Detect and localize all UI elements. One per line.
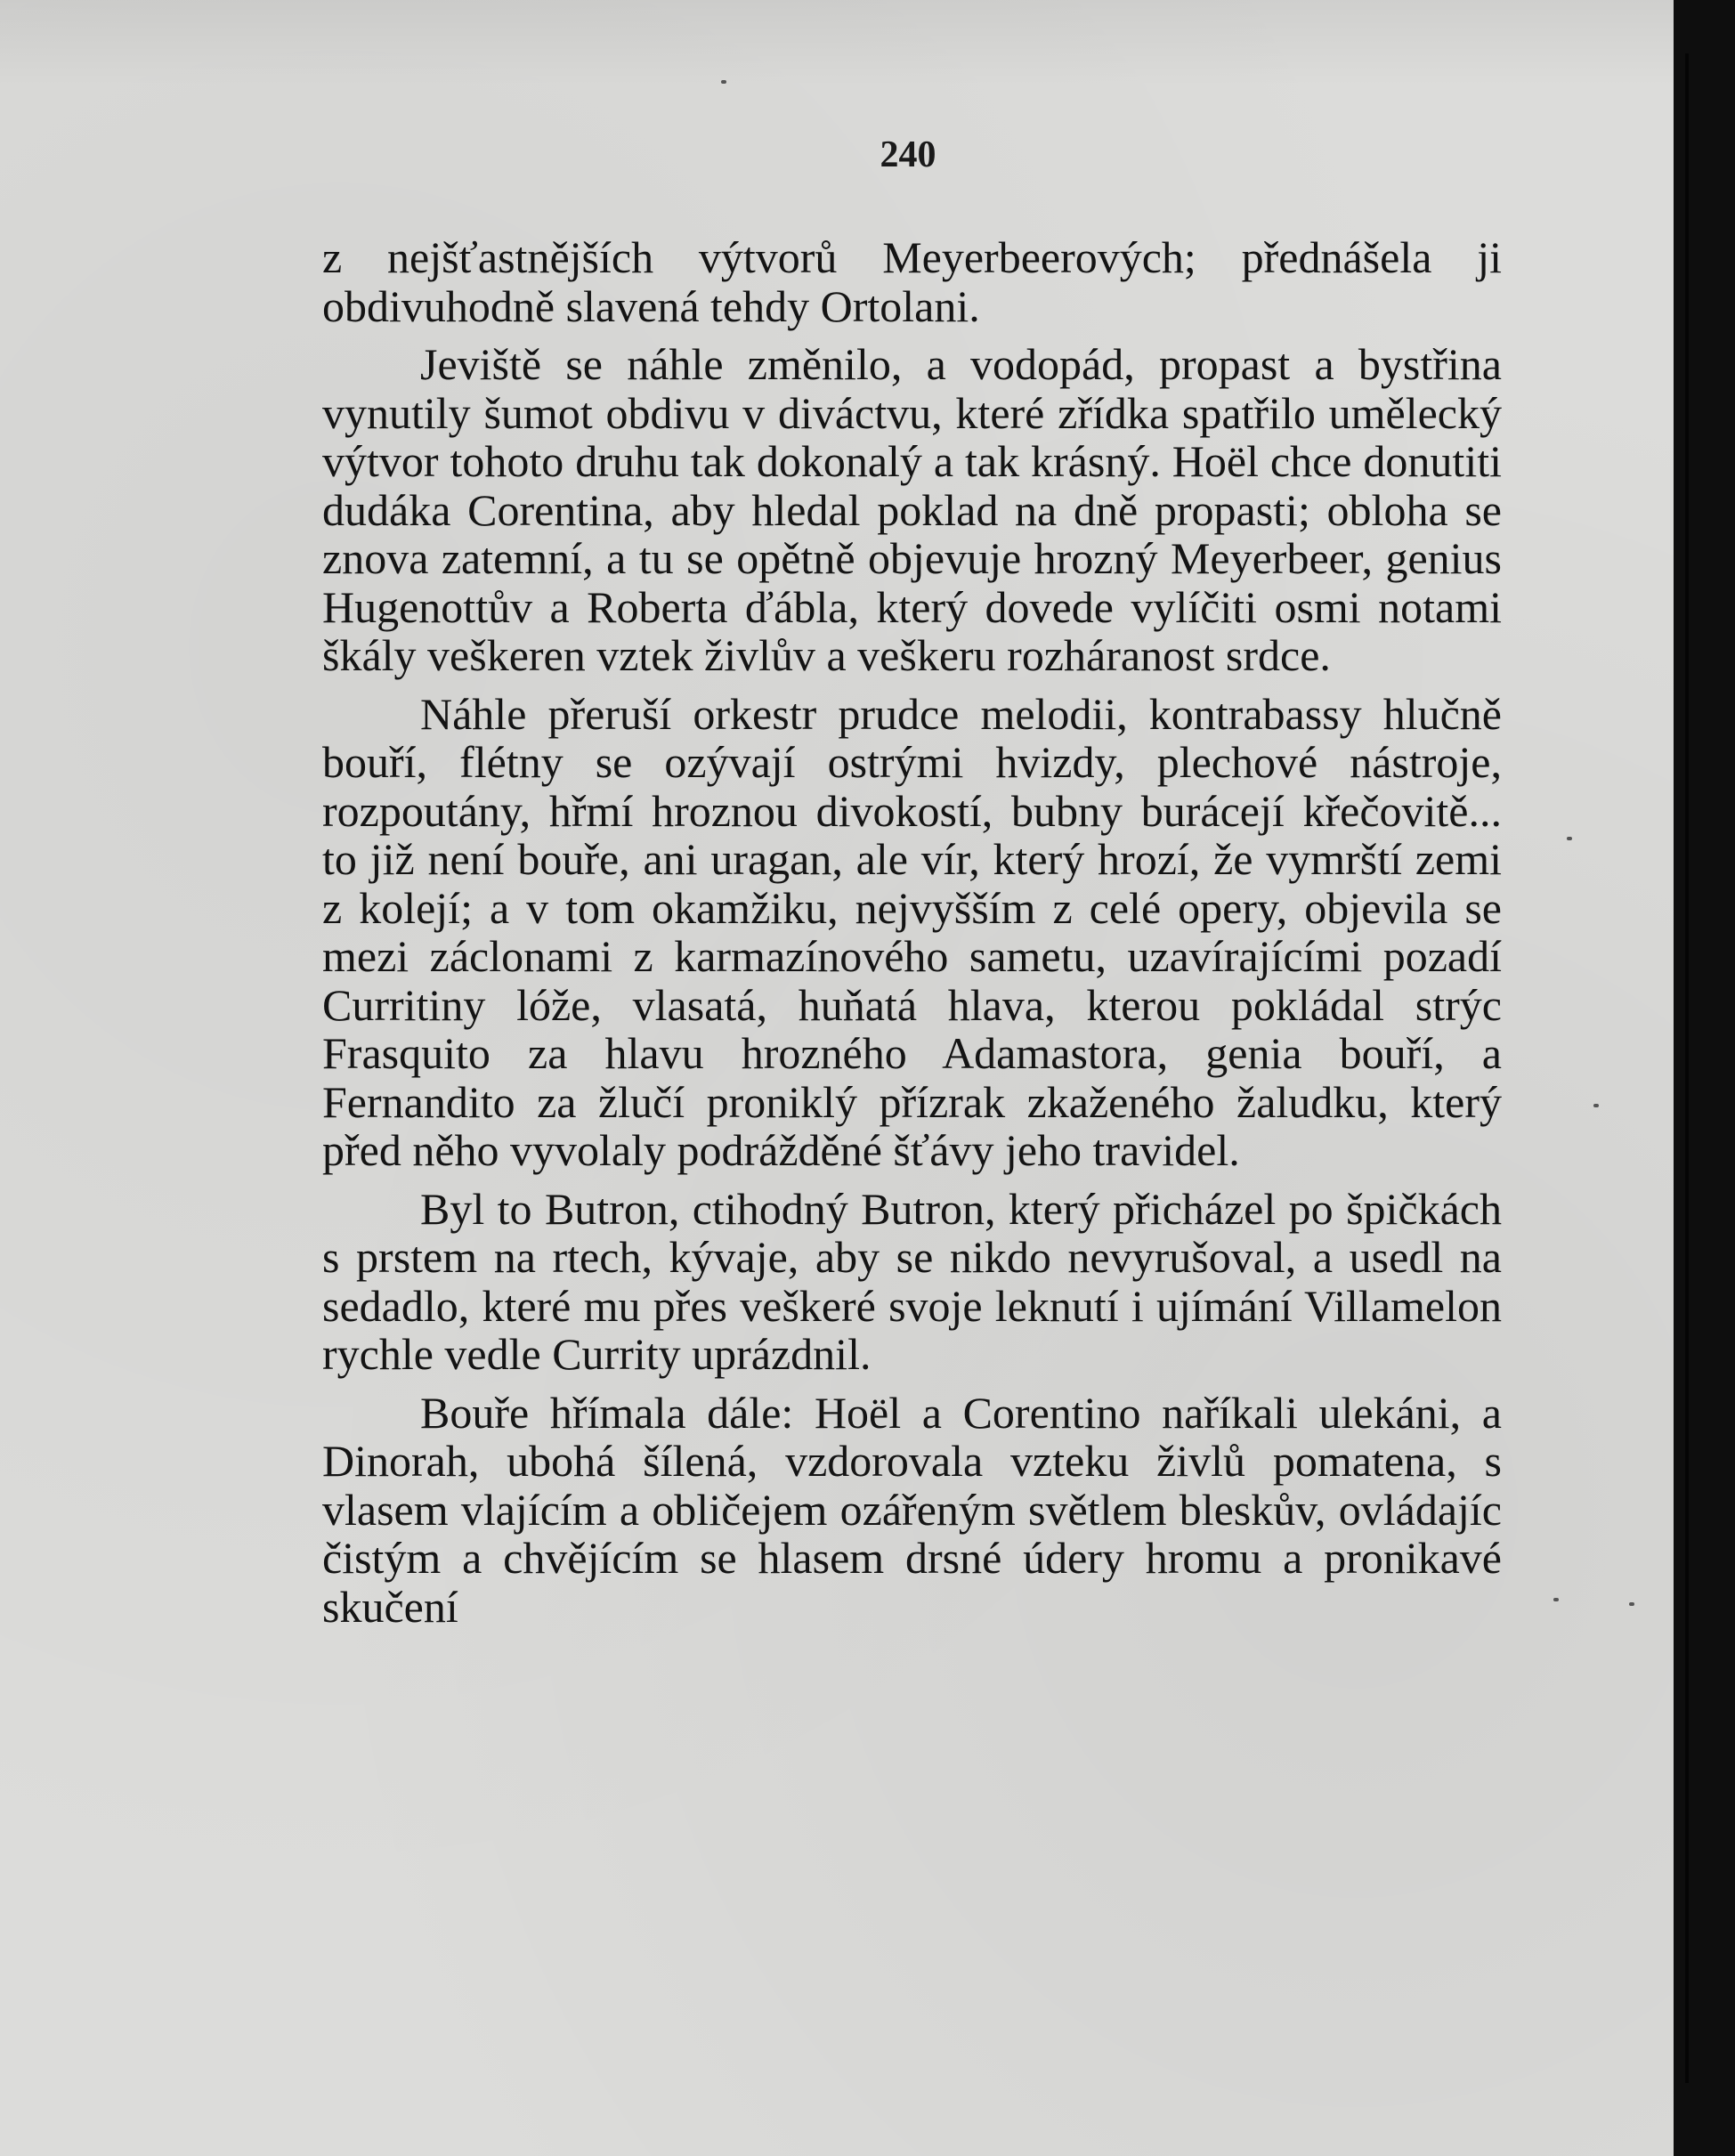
page-text	[322, 233, 1502, 1631]
page-speck	[1593, 1104, 1599, 1107]
page-edge-shadow	[1674, 0, 1735, 2156]
paragraph-2: Jeviště se náhle změnilo, a vodopád, propast a bystřina vynutily šumot obdivu v diváctvu, které zřídka spatřilo umělecký výtvor tohoto druhu tak dokonalý a tak krásný. Hoël chce donutiti dudáka Corentina, aby hledal poklad na dně propasti; obloha se znova zatemní, a tu se opětně objevuje hrozný Meyerbeer, genius Hugenottův a Roberta ďábla, který dovede vylíčiti osmi notami škály veškeren vztek živlův a veškeru rozháranost srdce.	[322, 339, 1502, 680]
paragraph-3: Náhle přeruší orkestr prudce melodii, kontrabassy hlučně bouří, flétny se ozývají ostrými hvizdy, plechové nástroje, rozpoutány, hřmí hroznou divokostí, bubny burácejí křečovitě... to již není bouře, ani uragan, ale vír, který hrozí, že vymrští zemi z kolejí; a v tom okamžiku, nejvyšším z celé opery, objevila se mezi záclonami z karmazínového sametu, uzavírajícími pozadí Curritiny lóže, vlasatá, huňatá hlava, kterou pokládal strýc Frasquito za hlavu hrozného Adamastora, genia bouří, a Fernandito za žlučí proniklý přízrak zkaženého žaludku, který před něho vyvolaly podrážděné šťávy jeho travidel.	[322, 688, 1502, 1175]
page-speck	[1567, 837, 1572, 840]
page-speck	[721, 80, 726, 84]
page-speck	[1553, 1598, 1559, 1601]
page-number: 240	[880, 134, 936, 175]
page-speck	[1629, 1602, 1634, 1606]
paragraph-5: Bouře hřímala dále: Hoël a Corentino naříkali ulekáni, a Dinorah, ubohá šílená, vzdorovala vzteku živlů pomatena, s vlasem vlajícím a obličejem ozářeným světlem bleskův, ovládajíc čistým a chvějícím se hlasem drsné údery hromu a pronikavé skučení	[322, 1387, 1502, 1632]
paragraph-4: Byl to Butron, ctihodný Butron, který přicházel po špičkách s prstem na rtech, kývaje, aby se nikdo nevyrušoval, a usedl na sedadlo, které mu přes veškeré svoje leknutí i ujímání Villamelon rychle vedle Currity uprázdnil.	[322, 1183, 1502, 1379]
page-edge-line	[1685, 53, 1689, 2083]
paragraph-1: z nejšťastnějších výtvorů Meyerbeerových; přednášela ji obdivuhodně slavená tehdy Ortolani.	[322, 232, 1502, 331]
